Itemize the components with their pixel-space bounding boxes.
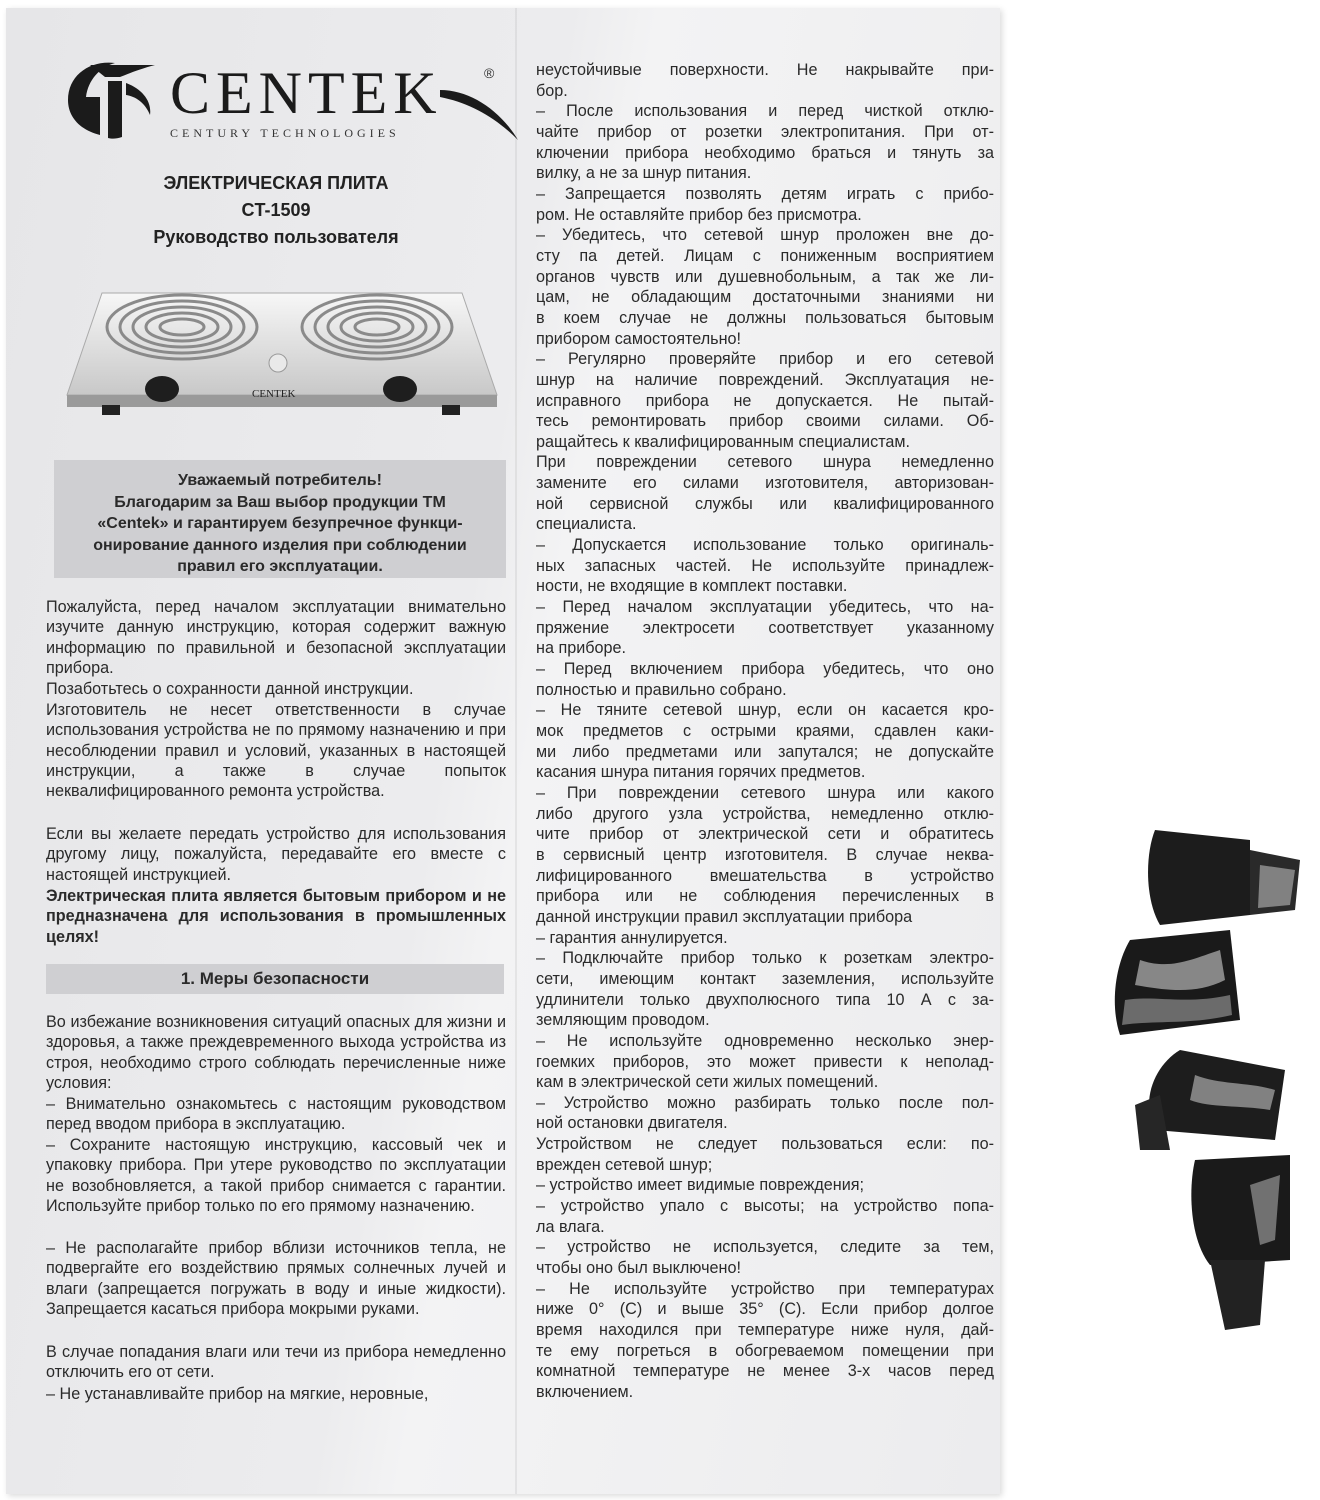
text-line: специалиста. xyxy=(536,515,637,534)
safety-paragraph: – Внимательно ознакомьтесь с настоящим руководством перед вводом прибора в эксплуатацию. xyxy=(46,1095,506,1134)
text-line: время находился при температуре ниже нуля, дай- xyxy=(536,1321,994,1340)
text-line: – Убедитесь, что сетевой шнур проложен вне до- xyxy=(536,226,994,245)
text-line: – устройство упало с высоты; на устройство попа- xyxy=(536,1197,994,1216)
electric-stove-image xyxy=(62,285,502,425)
brand-logo xyxy=(60,55,510,145)
text-line: гоемких приборов, это может привести к неполад- xyxy=(536,1052,994,1071)
text-line: сети, имеющим контакт заземления, используйте xyxy=(536,969,994,988)
text-line: – При повреждении сетевого шнура или какого xyxy=(536,783,994,802)
text-line: – Не используйте одновременно несколько энер- xyxy=(536,1031,994,1050)
text-line: вилку, а не за шнур питания. xyxy=(536,164,752,183)
text-line: – Запрещается позволять детям играть с прибо- xyxy=(536,184,994,203)
text-line: Устройством не следует пользоваться если: по- xyxy=(536,1135,994,1154)
document-title xyxy=(46,170,506,251)
text-line: ми либо предметами или запутался; не допускайте xyxy=(536,742,994,761)
text-line: – Устройство можно разбирать только после пол- xyxy=(536,1093,994,1112)
text-line: касания шнура питания горячих предметов. xyxy=(536,763,866,782)
text-line: неустойчивые поверхности. Не накрывайте при- xyxy=(536,61,994,79)
intro-paragraph: Изготовитель не несет ответственности в случае использования устройства не по прямому назначению и при несоблюдении правил и условий, указанных в настоящей инструкции, а также в случае попыток неквалифицированного ремонта устройства. xyxy=(46,701,506,801)
text-line: – Не тяните сетевой шнур, если он касается кро- xyxy=(536,701,994,720)
greeting-line: Уважаемый потребитель! xyxy=(178,472,382,489)
title-model: CT-1509 xyxy=(241,200,311,220)
text-line: пряжение электросети соответствует указанному xyxy=(536,618,994,637)
text-line: комнатной температуре не менее 3-х часов перед xyxy=(536,1362,994,1381)
text-line: в сервисный центр изготовителя. В случае неква- xyxy=(536,845,994,864)
text-line: чите прибор от электрической сети и обратитесь xyxy=(536,825,994,844)
text-line: чайте прибор от розетки электропитания. При от- xyxy=(536,122,994,141)
greeting-line: Благодарим за Ваш выбор продукции ТМ xyxy=(114,493,446,511)
safety-paragraph: – Не располагайте прибор вблизи источников тепла, не подвергайте его воздействию прямых солнечных лучей и влаги (запрещается погружать в воду и иные жидкости). Запрещается касаться прибора мокрыми руками. xyxy=(46,1239,506,1318)
text-line: – Допускается использование только оригиналь- xyxy=(536,536,994,555)
page-fold xyxy=(515,8,517,1494)
text-line: сту па детей. Лицам с пониженным восприятием xyxy=(536,246,994,265)
text-line: ниже 0° (С) и выше 35° (С). Если прибор долгое xyxy=(536,1300,994,1319)
text-line: – устройство не используется, следите за тем, xyxy=(536,1238,994,1257)
text-line: ных запасных частей. Не используйте принадлеж- xyxy=(536,556,994,575)
title-subtitle: Руководство пользователя xyxy=(153,227,399,247)
text-line: – устройство имеет видимые повреждения; xyxy=(536,1176,865,1195)
text-line: – Не используйте устройство при температурах xyxy=(536,1279,994,1298)
text-line: – После использования и перед чисткой отклю- xyxy=(536,102,994,121)
text-line: органов чувств или душевнобольным, а так же ли- xyxy=(536,267,994,286)
text-line: полностью и правильно собрано. xyxy=(536,680,787,699)
text-line: – Перед включением прибора убедитесь, что оно xyxy=(536,660,994,679)
text-line: ности, не входящие в комплект поставки. xyxy=(536,577,848,596)
text-line: исправного прибора не допускается. Не пытай- xyxy=(536,391,994,410)
greeting-box xyxy=(54,460,506,578)
text-line: шнур на наличие повреждений. Эксплуатация не- xyxy=(536,370,994,389)
text-line: бор. xyxy=(536,81,568,100)
text-line: удлинители только двухполюсного типа 10 А с за- xyxy=(536,990,994,1009)
text-line: ращайтесь к квалифицированным специалистам. xyxy=(536,432,911,451)
text-line: мок предметов с острыми краями, сдавлен каки- xyxy=(536,722,994,740)
text-line: те ему погреться в обогреваемом помещении при xyxy=(536,1341,994,1360)
text-line: прибора или не соблюдения перечисленных в xyxy=(536,887,994,906)
rubber-feet-photo xyxy=(1100,820,1310,1340)
greeting-line: онирование данного изделия при соблюдении xyxy=(93,536,467,554)
text-line: цам, не обладающим достаточными знаниями ни xyxy=(536,288,994,307)
rubber-foot xyxy=(1115,930,1240,1035)
intro-warning: Электрическая плита является бытовым прибором и не предназначена для использования в промышленных целях! xyxy=(46,887,506,946)
title-line-1: ЭЛЕКТРИЧЕСКАЯ ПЛИТА xyxy=(163,173,389,193)
text-line: При повреждении сетевого шнура немедленно xyxy=(536,453,994,472)
safety-paragraph: – Не устанавливайте прибор на мягкие, неровные, xyxy=(46,1385,429,1403)
brand-swoosh-icon xyxy=(440,85,520,145)
text-line: кам в электрической сети жилых помещений. xyxy=(536,1073,879,1092)
text-line: в коем случае не должны пользоваться бытовым xyxy=(536,308,994,327)
safety-paragraph: – Сохраните настоящую инструкцию, кассовый чек и упаковку прибора. При утере руководство по эксплуатации не возобновляется, а такой прибор снимается с гарантии. Используйте прибор только по его прямому назначению. xyxy=(46,1136,506,1215)
safety-paragraph: Во избежание возникновения ситуаций опасных для жизни и здоровья, а также преждевременного выхода устройства из строя, необходимо строго соблюдать перечисленные ниже условия: xyxy=(46,1013,506,1092)
text-line: ной остановки двигателя. xyxy=(536,1114,728,1133)
text-line: ла влага. xyxy=(536,1217,605,1236)
text-line: – Перед началом эксплуатации убедитесь, что на- xyxy=(536,598,994,617)
text-line: прибором самостоятельно! xyxy=(536,329,742,348)
text-line: замените его силами изготовителя, авторизован- xyxy=(536,474,994,493)
text-line: включением. xyxy=(536,1383,634,1401)
text-line: – гарантия аннулируется. xyxy=(536,928,728,947)
text-line: на приборе. xyxy=(536,639,627,658)
text-line: – Регулярно проверяйте прибор и его сетевой xyxy=(536,350,994,369)
text-line: чтобы оно был выключено! xyxy=(536,1259,741,1278)
text-line: тесь ремонтировать прибор своими силами. Об- xyxy=(536,412,994,431)
brand-tagline: CENTURY TECHNOLOGIES xyxy=(170,126,400,140)
greeting-line: «Centek» и гарантируем безупречное функци- xyxy=(97,515,463,532)
intro-paragraph: Позаботьтесь о сохранности данной инструкции. xyxy=(46,680,414,698)
right-column-text xyxy=(536,60,994,1403)
text-line: врежден сетевой шнур; xyxy=(536,1155,713,1174)
text-line: – Подключайте прибор только к розеткам электро- xyxy=(536,949,994,968)
text-line: лифицированного вмешательства в устройство xyxy=(536,866,994,885)
rubber-foot xyxy=(1148,830,1300,925)
text-line: ключении прибора необходимо браться и тянуть за xyxy=(536,143,994,162)
section-heading: 1. Меры безопасности xyxy=(46,964,504,994)
safety-paragraph: В случае попадания влаги или течи из прибора немедленно отключить его от сети. xyxy=(46,1343,506,1382)
text-line: либо другого узла устройства, немедленно отклю- xyxy=(536,804,994,823)
rubber-foot xyxy=(1191,1155,1290,1330)
intro-paragraph: Если вы желаете передать устройство для использования другому лицу, пожалуйста, передавайте его вместе с настоящей инструкцией. xyxy=(46,825,506,884)
brand-wordmark: CENTEK xyxy=(170,60,443,126)
text-line: данной инструкции правил эксплуатации прибора xyxy=(536,907,913,926)
rubber-foot xyxy=(1135,1050,1285,1150)
brand-emblem-icon xyxy=(60,55,160,145)
intro-paragraph: Пожалуйста, перед началом эксплуатации внимательно изучите данную инструкцию, которая содержит важную информацию по правильной и безопасной эксплуатации прибора. xyxy=(46,598,506,677)
text-line: ром. Не оставляйте прибор без присмотра. xyxy=(536,205,862,224)
stove-brand-label: CENTEK xyxy=(252,388,296,400)
greeting-line: правил его эксплуатации. xyxy=(177,558,383,575)
registered-mark: ® xyxy=(484,65,495,81)
text-line: ной сервисной службы или квалифицированного xyxy=(536,494,994,513)
text-line: земляющим проводом. xyxy=(536,1011,710,1030)
